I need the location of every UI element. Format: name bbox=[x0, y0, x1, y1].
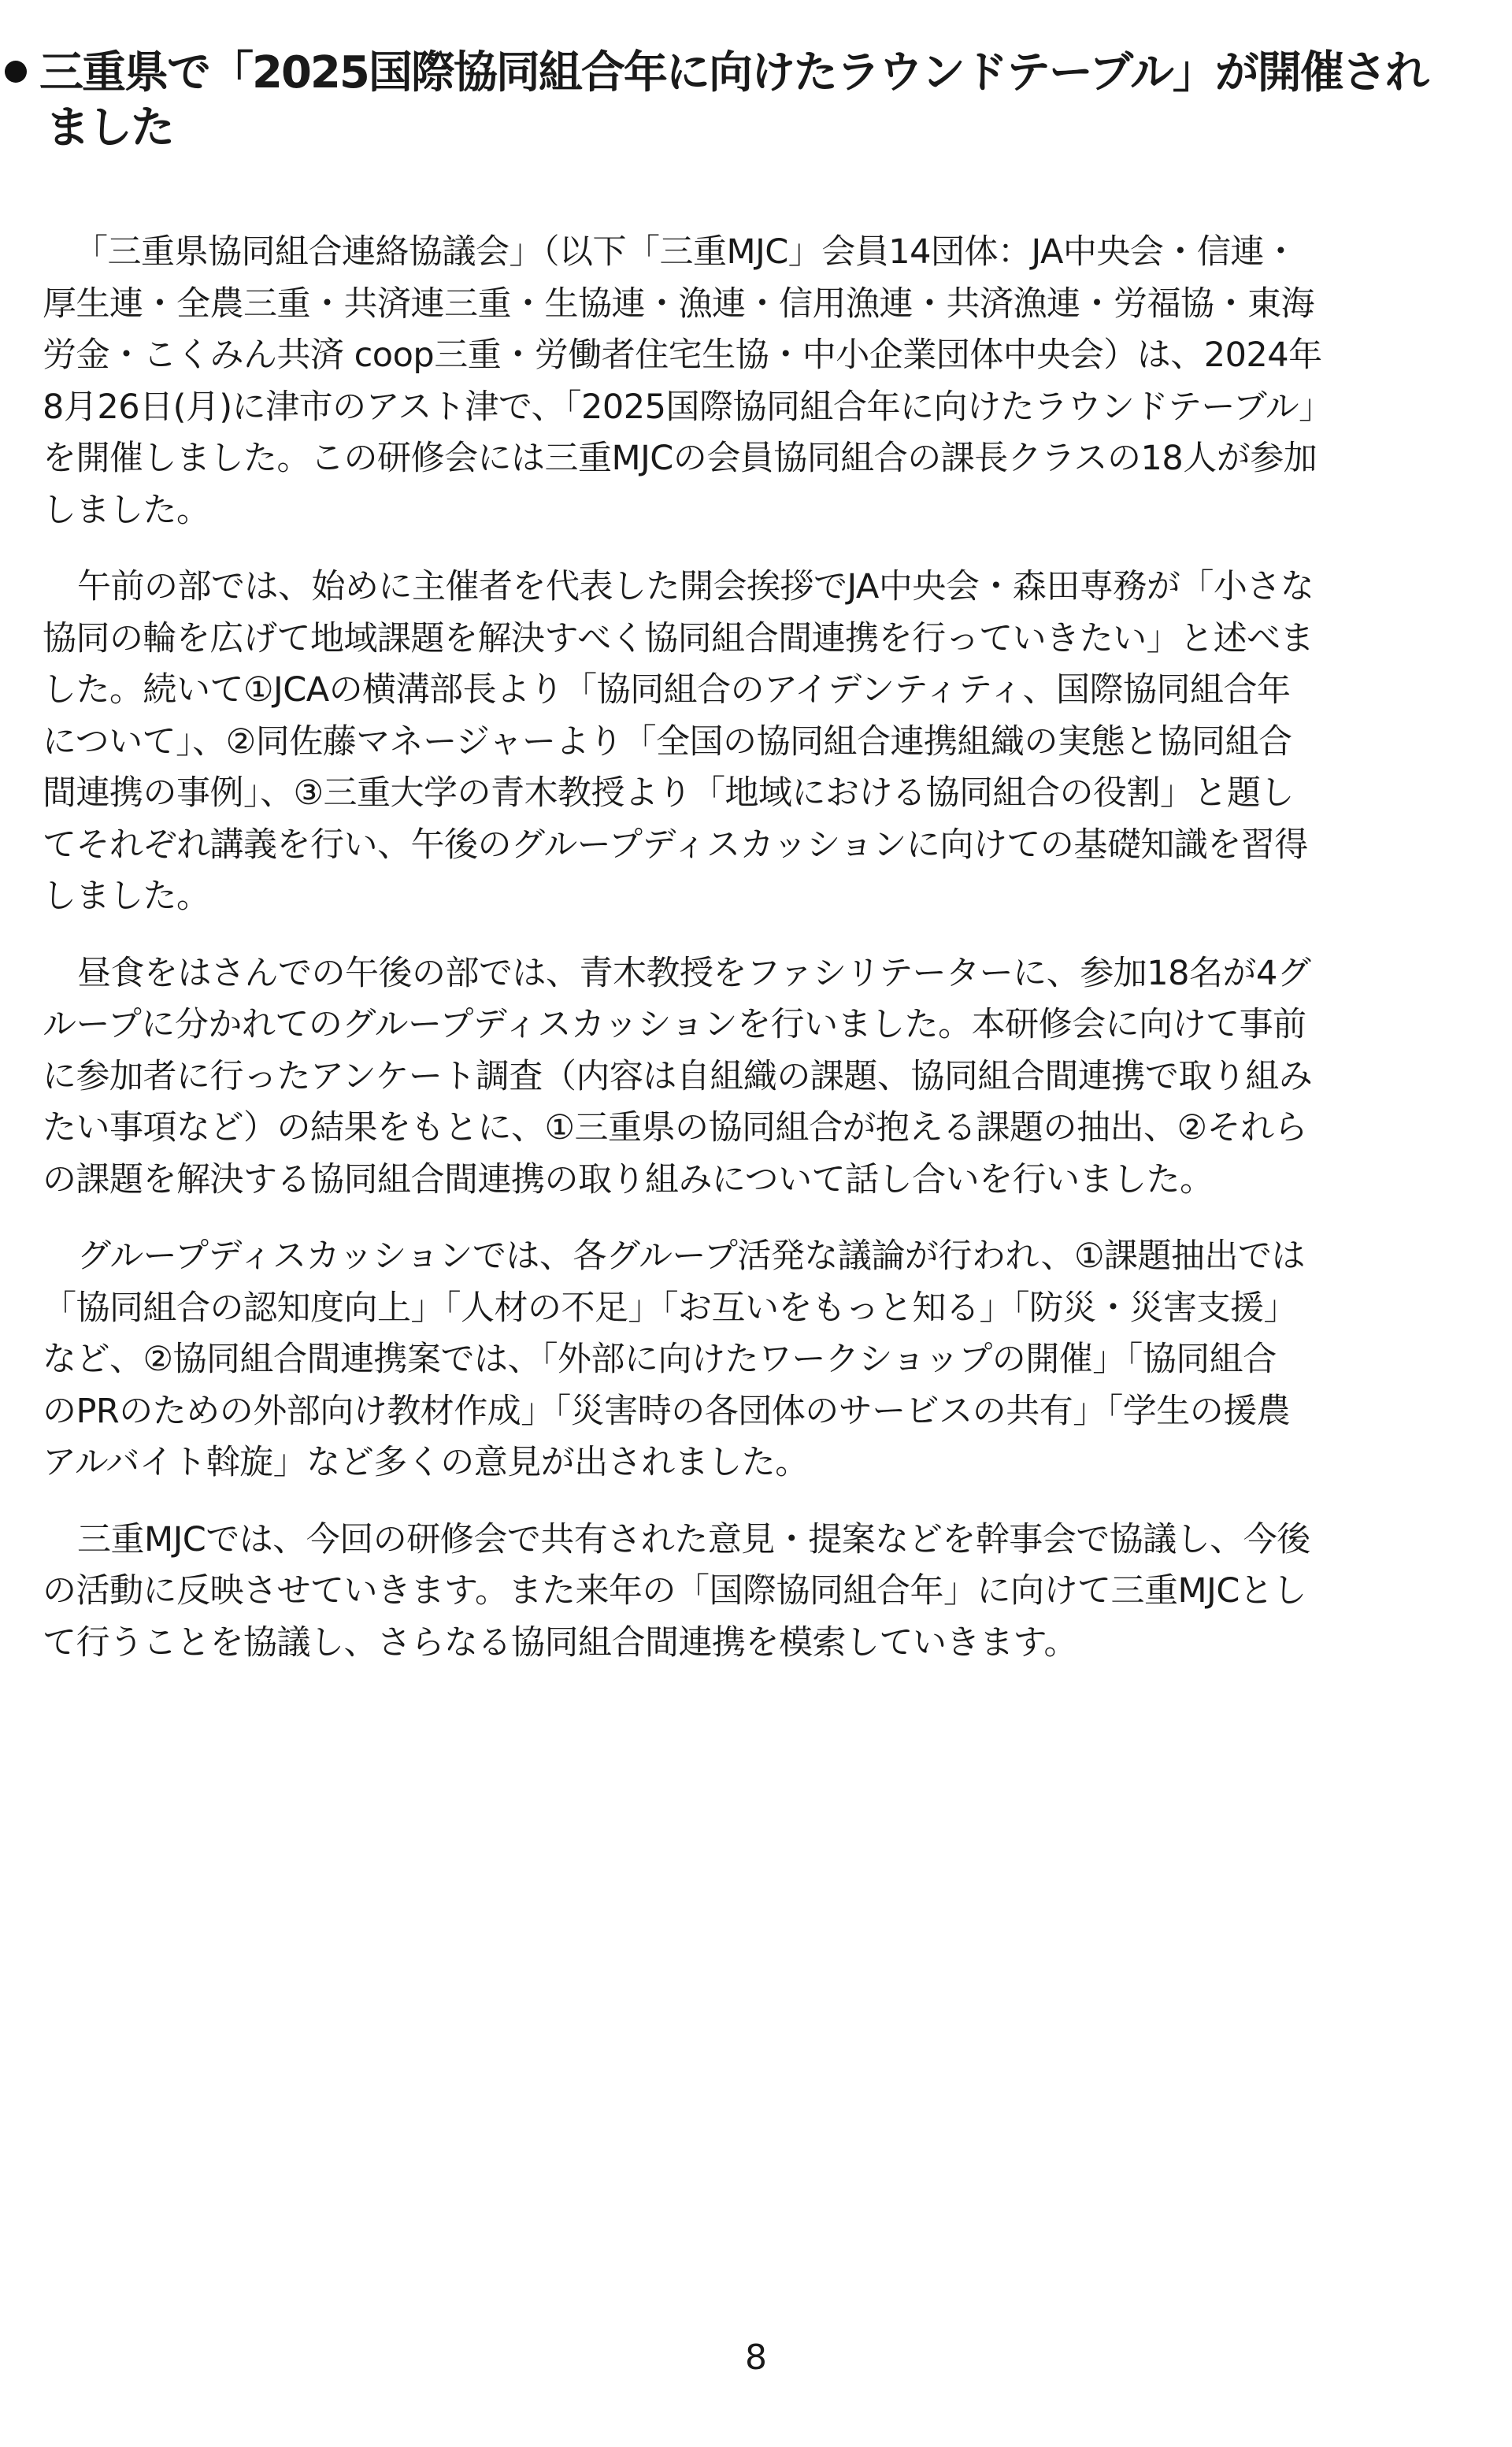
paragraph-line: の活動に反映させていきます。また来年の「国際協同組合年」に向けて三重MJCとし bbox=[43, 1571, 1306, 1611]
paragraph-line: 8月26日(月)に津市のアスト津で、「2025国際協同組合年に向けたラウンドテーブル」 bbox=[43, 387, 1332, 427]
paragraph-2 bbox=[43, 562, 1492, 923]
paragraph-line: アルバイト斡旋」など多くの意見が出されました。 bbox=[43, 1443, 809, 1482]
paragraph-line: しました。 bbox=[43, 490, 210, 530]
paragraph-line: 厚生連・全農三重・共済連三重・生協連・漁連・信用漁連・共済漁連・労福協・東海 bbox=[43, 284, 1314, 324]
paragraph-1 bbox=[43, 227, 1492, 536]
paragraph-line: 「三重県協同組合連絡協議会」（以下「三重MJC」会員14団体：JA中央会・信連・ bbox=[74, 232, 1298, 272]
title-line-1 bbox=[5, 46, 1477, 101]
paragraph-line: ループに分かれてのグループディスカッションを行いました。本研修会に向けて事前 bbox=[43, 1005, 1306, 1044]
title-text-1: 三重県で「2025国際協同組合年に向けたラウンドテーブル」が開催され bbox=[39, 47, 1428, 98]
article-title bbox=[5, 46, 1477, 156]
paragraph-line: 「協同組合の認知度向上」「人材の不足」「お互いをもっと知る」「防災・災害支援」 bbox=[43, 1288, 1297, 1328]
page-number: 8 bbox=[745, 2338, 767, 2378]
paragraph-line: に参加者に行ったアンケート調査（内容は自組織の課題、協同組合間連携で取り組み bbox=[43, 1056, 1313, 1096]
paragraph-line: 労金・こくみん共済 coop三重・労働者住宅生協・中小企業団体中央会）は、2024年 bbox=[43, 336, 1322, 375]
paragraph-3 bbox=[43, 948, 1492, 1207]
paragraph-line: した。続いて①JCAの横溝部長より「協同組合のアイデンティティ、国際協同組合年 bbox=[43, 670, 1291, 710]
paragraph-line: て行うことを協議し、さらなる協同組合間連携を模索していきます。 bbox=[43, 1622, 1078, 1663]
paragraph-line: の課題を解決する協同組合間連携の取り組みについて話し合いを行いました。 bbox=[43, 1159, 1214, 1199]
paragraph-4 bbox=[43, 1231, 1492, 1489]
paragraph-line: グループディスカッションでは、各グループ活発な議論が行われ、①課題抽出では bbox=[77, 1236, 1306, 1276]
article-body bbox=[43, 227, 1492, 1694]
paragraph-line: 協同の輪を広げて地域課題を解決すべく協同組合間連携を行っていきたい」と述べま bbox=[43, 618, 1314, 658]
paragraph-line: のPRのための外部向け教材作成」「災害時の各団体のサービスの共有」「学生の援農 bbox=[43, 1391, 1291, 1431]
paragraph-line: てそれぞれ講義を行い、午後のグループディスカッションに向けての基礎知識を習得 bbox=[43, 825, 1308, 865]
paragraph-line: しました。 bbox=[43, 877, 210, 916]
title-line-2: ました bbox=[46, 102, 173, 154]
paragraph-line: 間連携の事例」、③三重大学の青木教授より「地域における協同組合の役割」と題し bbox=[43, 773, 1295, 813]
bullet-icon bbox=[5, 61, 27, 83]
paragraph-line: 三重MJCでは、今回の研修会で共有された意見・提案などを幹事会で協議し、今後 bbox=[77, 1519, 1310, 1559]
paragraph-line: について」、②同佐藤マネージャーより「全国の協同組合連携組織の実態と協同組合 bbox=[43, 721, 1292, 762]
paragraph-line: を開催しました。この研修会には三重MJCの会員協同組合の課長クラスの18人が参加 bbox=[43, 439, 1317, 478]
paragraph-line: 午前の部では、始めに主催者を代表した開会挨拶でJA中央会・森田専務が「小さな bbox=[77, 567, 1314, 606]
paragraph-line: たい事項など）の結果をもとに、①三重県の協同組合が抱える課題の抽出、②それら bbox=[43, 1108, 1308, 1147]
paragraph-line: など、②協同組合間連携案では、「外部に向けたワークショップの開催」「協同組合 bbox=[43, 1340, 1277, 1379]
paragraph-line: 昼食をはさんでの午後の部では、青木教授をファシリテーターに、参加18名が4グ bbox=[77, 953, 1311, 993]
paragraph-5 bbox=[43, 1515, 1492, 1670]
